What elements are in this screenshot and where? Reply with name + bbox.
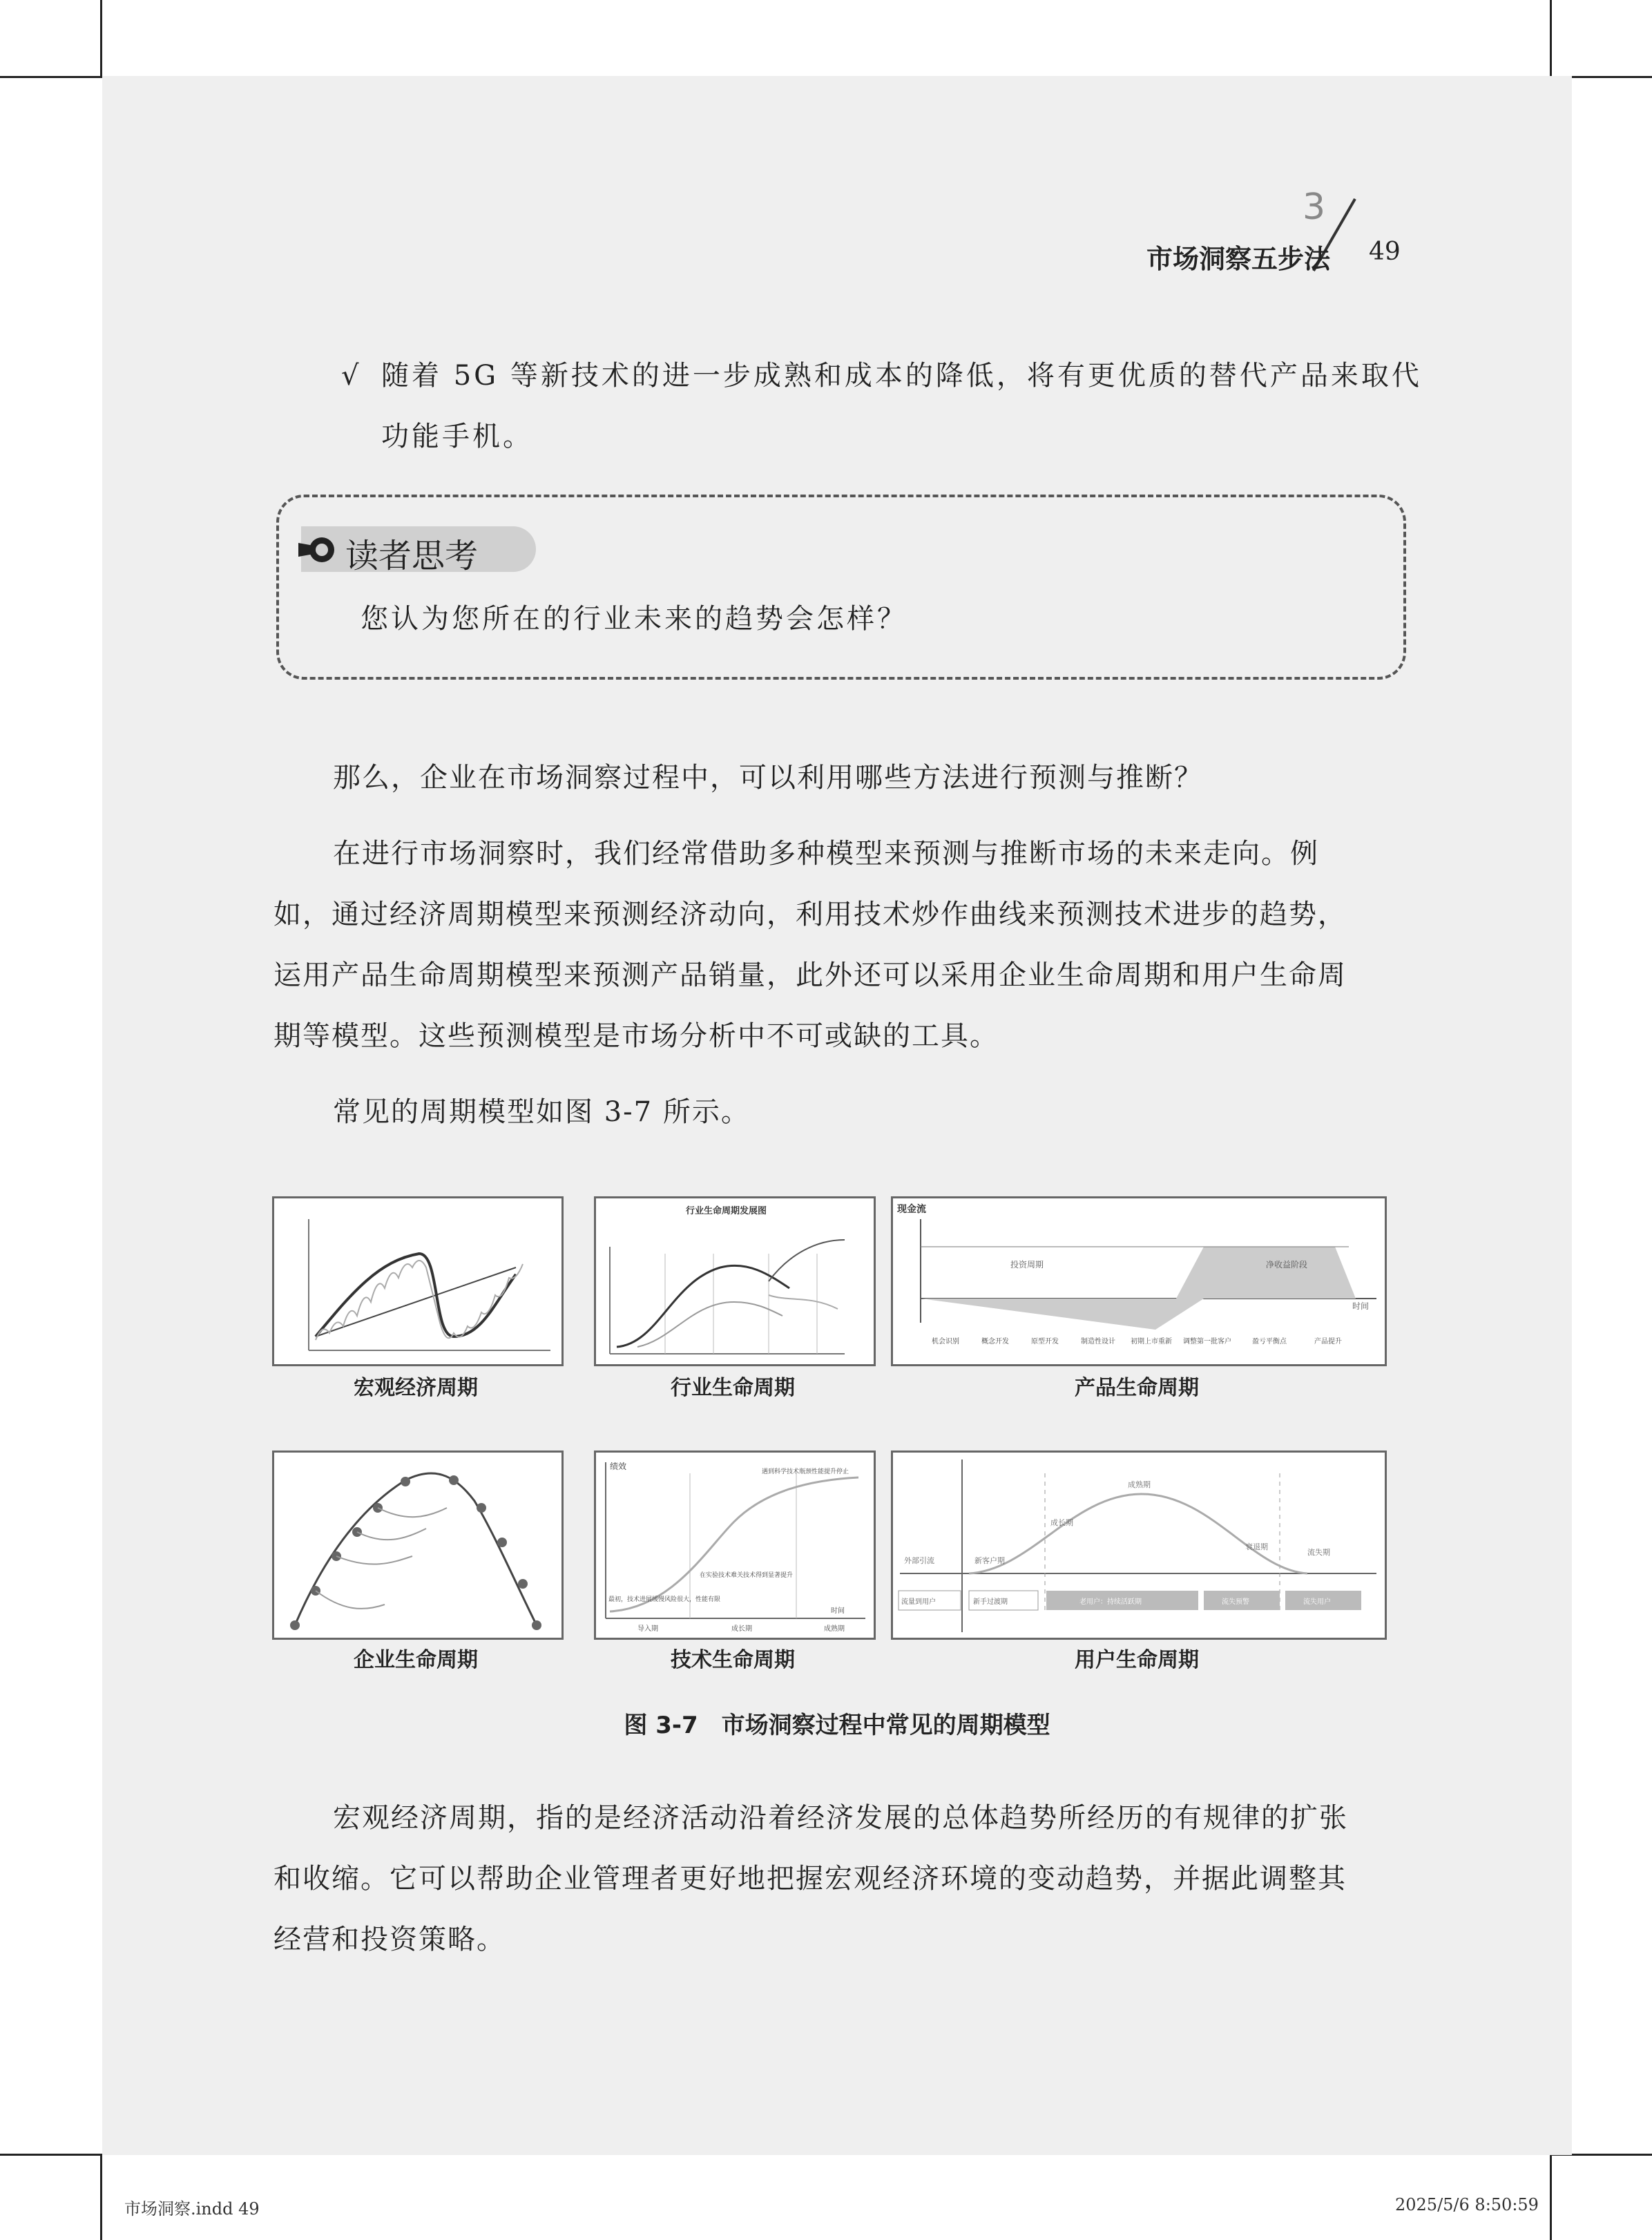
chapter-number: 3	[1303, 186, 1326, 228]
reader-think-title: 读者思考	[345, 537, 479, 575]
product-chart-ylabel: 现金流	[897, 1204, 926, 1215]
macro-cycle-figure	[272, 1196, 564, 1366]
tech-chart-ylabel: 绩效	[610, 1462, 627, 1471]
crop-mark	[0, 76, 102, 78]
product-phase: 机会识别	[932, 1338, 959, 1346]
tech-phase: 成长期	[731, 1625, 752, 1633]
user-bar-label: 流量到用户	[901, 1598, 936, 1606]
paragraph: 那么，企业在市场洞察过程中，可以利用哪些方法进行预测与推断？	[333, 762, 1203, 794]
user-bar-label: 新手过渡期	[973, 1598, 1008, 1606]
tech-chart-mid-note: 在实验技术难关技术得到显著提升	[700, 1572, 794, 1579]
product-chart-return: 净收益阶段	[1266, 1260, 1308, 1270]
figure-caption-industry: 行业生命周期	[671, 1376, 795, 1400]
paragraph: 和收缩。它可以帮助企业管理者更好地把握宏观经济环境的变动趋势，并据此调整其	[273, 1863, 1347, 1895]
chapter-title: 市场洞察五步法	[1146, 244, 1331, 274]
tech-chart-xlabel: 时间	[831, 1607, 845, 1615]
footer-file: 市场洞察.indd 49	[124, 2199, 260, 2219]
technology-cycle-figure	[594, 1451, 876, 1640]
industry-cycle-figure	[594, 1196, 876, 1366]
tech-chart-top-note: 遇到科学技术瓶颈性能提升停止	[762, 1468, 849, 1475]
page-number: 49	[1369, 238, 1401, 266]
product-phase: 产品提升	[1314, 1338, 1342, 1346]
industry-chart-title: 行业生命周期发展图	[686, 1206, 767, 1216]
paragraph: 运用产品生命周期模型来预测产品销量，此外还可以采用企业生命周期和用户生命周	[273, 959, 1347, 991]
bullet-mark: √	[341, 360, 361, 392]
crop-mark	[100, 0, 102, 76]
footer-timestamp: 2025/5/6 8:50:59	[1395, 2195, 1539, 2214]
user-chart-churn: 流失期	[1307, 1548, 1330, 1557]
enterprise-cycle-figure	[272, 1451, 564, 1640]
paragraph: 经营和投资策略。	[273, 1924, 506, 1955]
product-cycle-figure	[891, 1196, 1387, 1366]
user-chart-left1: 外部引流	[904, 1556, 934, 1565]
figure-caption-product: 产品生命周期	[1075, 1376, 1199, 1400]
user-chart-left2: 新客户期	[974, 1556, 1005, 1565]
paragraph: 常见的周期模型如图 3-7 所示。	[333, 1096, 750, 1128]
user-bar-label: 流失用户	[1303, 1598, 1331, 1606]
tech-phase: 导入期	[637, 1625, 658, 1633]
product-phase: 调整第一批客户	[1183, 1338, 1231, 1346]
product-chart-xlabel: 时间	[1352, 1301, 1370, 1311]
crop-mark	[1550, 0, 1552, 76]
figure-caption-macro: 宏观经济周期	[354, 1376, 478, 1400]
product-phase: 初期上市重新	[1131, 1338, 1172, 1346]
figure-caption-user: 用户生命周期	[1075, 1648, 1199, 1672]
megaphone-icon	[298, 533, 337, 568]
bullet-line: 功能手机。	[381, 421, 533, 452]
crop-mark	[0, 2154, 102, 2156]
figure-caption-enterprise: 企业生命周期	[354, 1648, 478, 1672]
user-chart-decline: 衰退期	[1245, 1542, 1268, 1551]
reader-think-question: 您认为您所在的行业未来的趋势会怎样？	[361, 603, 907, 635]
user-bar-label: 老用户：持续活跃期	[1079, 1598, 1142, 1606]
tech-chart-low-note: 最初，技术进展缓慢风险很大，性能有限	[608, 1596, 721, 1603]
user-chart-mature: 成熟期	[1128, 1480, 1151, 1489]
product-phase: 原型开发	[1031, 1338, 1059, 1346]
user-cycle-figure	[891, 1451, 1387, 1640]
user-bar-label: 流失预警	[1222, 1598, 1249, 1606]
paragraph: 如，通过经济周期模型来预测经济动向，利用技术炒作曲线来预测技术进步的趋势，	[273, 899, 1347, 930]
user-chart-growth: 成长期	[1050, 1518, 1073, 1527]
product-phase: 制造性设计	[1081, 1338, 1115, 1346]
tech-phase: 成熟期	[824, 1625, 845, 1633]
crop-mark	[100, 2156, 102, 2240]
reader-think-box	[276, 495, 1406, 680]
figure-main-caption: 图 3-7 市场洞察过程中常见的周期模型	[624, 1712, 1050, 1739]
product-phase: 盈亏平衡点	[1252, 1338, 1287, 1346]
crop-mark	[1550, 2156, 1552, 2240]
figure-caption-technology: 技术生命周期	[671, 1648, 795, 1672]
paragraph: 在进行市场洞察时，我们经常借助多种模型来预测与推断市场的未来走向。例	[333, 838, 1319, 870]
bullet-line: 随着 5G 等新技术的进一步成熟和成本的降低，将有更优质的替代产品来取代	[381, 360, 1422, 392]
product-phase: 概念开发	[981, 1338, 1009, 1346]
product-chart-invest: 投资周期	[1010, 1260, 1044, 1270]
paragraph: 期等模型。这些预测模型是市场分析中不可或缺的工具。	[273, 1020, 999, 1052]
paragraph: 宏观经济周期，指的是经济活动沿着经济发展的总体趋势所经历的有规律的扩张	[333, 1802, 1348, 1834]
